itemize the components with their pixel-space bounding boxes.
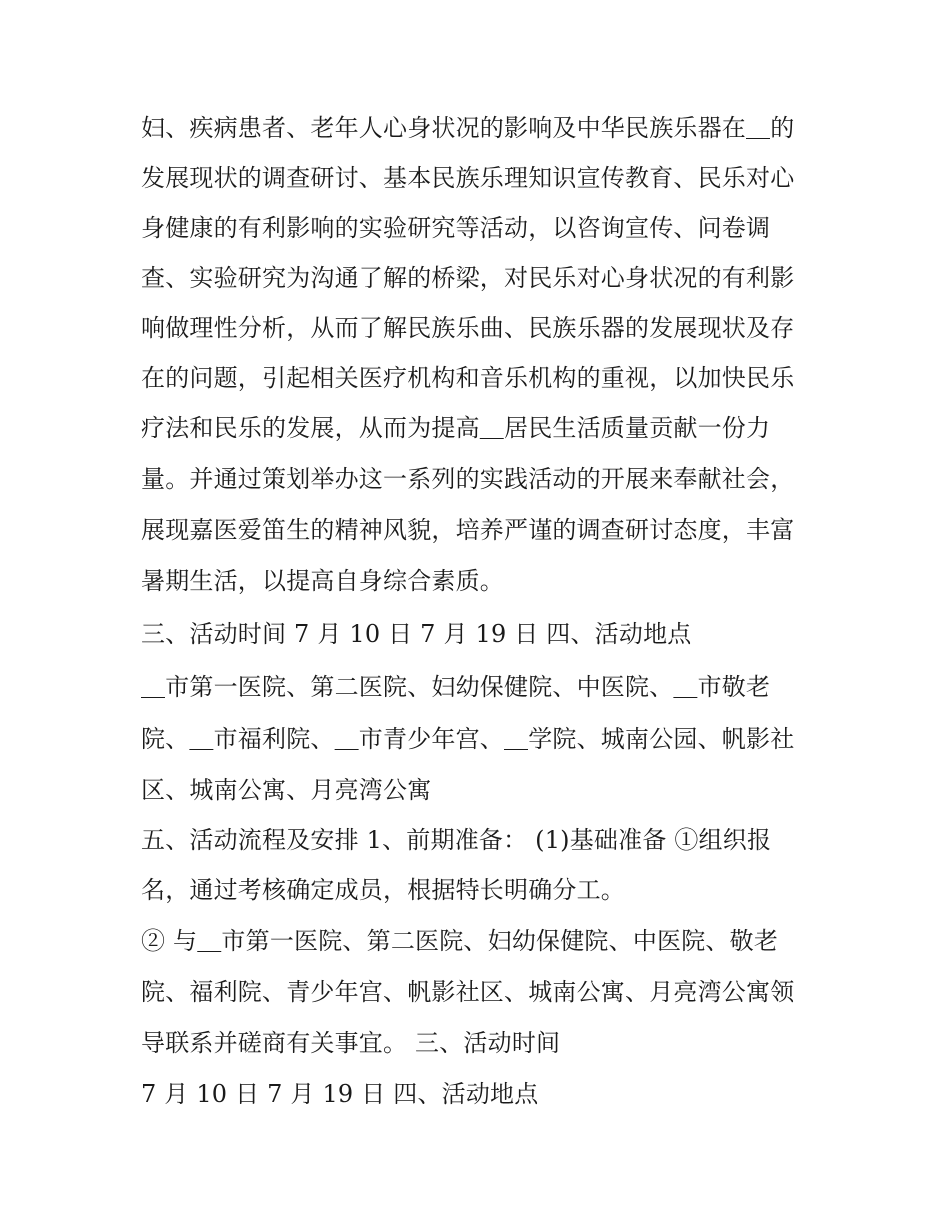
text-line-18: 院、福利院、青少年宫、帆影社区、城南公寓、月亮湾公寓领 (141, 978, 795, 1006)
text-line-12: ＿市第一医院、第二医院、妇幼保健院、中医院、＿市敬老 (141, 673, 771, 701)
text-line-1: 妇、疾病患者、老年人心身状况的影响及中华民族乐器在＿的 (141, 114, 795, 142)
section-heading-time-location: 三、活动时间 7 月 10 日 7 月 19 日 四、活动地点 (141, 620, 692, 648)
text-line-2: 发展现状的调查研讨、基本民族乐理知识宣传教育、民乐对心 (141, 164, 795, 192)
text-line-9: 展现嘉医爱笛生的精神风貌，培养严谨的调查研讨态度，丰富 (141, 516, 795, 544)
text-line-5: 响做理性分析，从而了解民族乐曲、民族乐器的发展现状及存 (141, 314, 795, 342)
text-line-14: 区、城南公寓、月亮湾公寓 (141, 776, 432, 804)
text-line-3: 身健康的有利影响的实验研究等活动，以咨询宣传、问卷调 (141, 214, 771, 242)
text-line-7: 疗法和民乐的发展，从而为提高＿居民生活质量贡献一份力 (141, 414, 771, 442)
text-line-10: 暑期生活，以提高自身综合素质。 (141, 567, 504, 595)
text-line-6: 在的问题，引起相关医疗机构和音乐机构的重视，以加快民乐 (141, 364, 795, 392)
section-heading-process: 五、活动流程及安排 1、前期准备： (1)基础准备 ①组织报 (141, 826, 772, 854)
text-line-4: 查、实验研究为沟通了解的桥梁，对民乐对心身状况的有利影 (141, 264, 795, 292)
text-line-13: 院、＿市福利院、＿市青少年宫、＿学院、城南公园、帆影社 (141, 725, 795, 753)
text-line-20: 7 月 10 日 7 月 19 日 四、活动地点 (141, 1080, 539, 1108)
text-line-16: 名，通过考核确定成员，根据特长明确分工。 (141, 876, 625, 904)
text-line-19: 导联系并磋商有关事宜。 三、活动时间 (141, 1029, 561, 1057)
text-line-17: ② 与＿市第一医院、第二医院、妇幼保健院、中医院、敬老 (141, 927, 779, 955)
text-line-8: 量。并通过策划举办这一系列的实践活动的开展来奉献社会， (141, 465, 795, 493)
